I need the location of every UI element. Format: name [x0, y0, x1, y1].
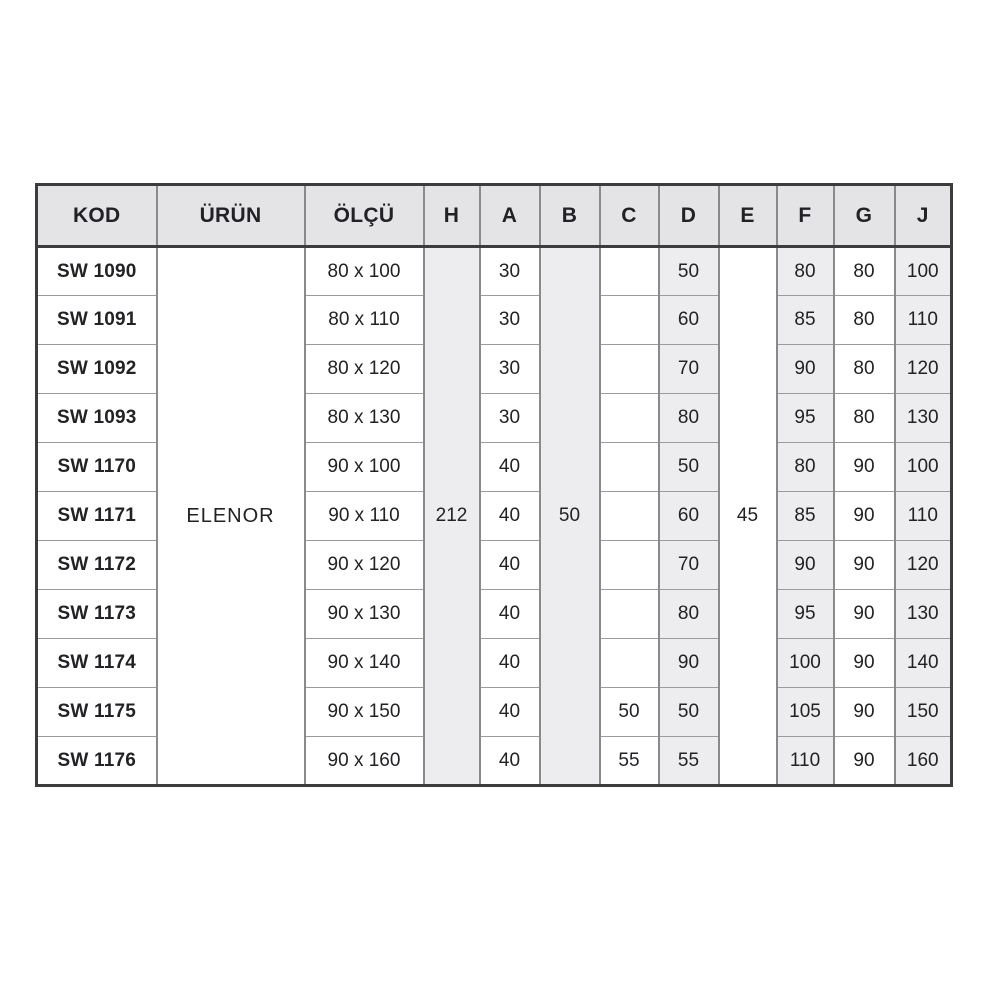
column-header-b: B [540, 185, 600, 247]
cell-kod: SW 1176 [37, 737, 157, 786]
cell-d: 70 [659, 345, 719, 394]
cell-olcu: 90 x 160 [305, 737, 424, 786]
cell-j: 160 [895, 737, 952, 786]
cell-c: 50 [600, 688, 659, 737]
cell-c [600, 541, 659, 590]
cell-j: 110 [895, 492, 952, 541]
cell-kod: SW 1091 [37, 296, 157, 345]
cell-g: 90 [834, 737, 895, 786]
cell-kod: SW 1171 [37, 492, 157, 541]
column-header-j: J [895, 185, 952, 247]
cell-e: 45 [719, 247, 777, 786]
header-row [37, 185, 952, 247]
cell-olcu: 90 x 120 [305, 541, 424, 590]
cell-d: 80 [659, 590, 719, 639]
cell-a: 40 [480, 590, 540, 639]
cell-g: 90 [834, 590, 895, 639]
cell-kod: SW 1172 [37, 541, 157, 590]
cell-d: 50 [659, 247, 719, 296]
cell-kod: SW 1170 [37, 443, 157, 492]
cell-g: 80 [834, 247, 895, 296]
cell-d: 60 [659, 492, 719, 541]
cell-b: 50 [540, 247, 600, 786]
cell-j: 110 [895, 296, 952, 345]
cell-d: 50 [659, 688, 719, 737]
cell-j: 130 [895, 590, 952, 639]
column-header-d: D [659, 185, 719, 247]
cell-a: 40 [480, 541, 540, 590]
cell-c [600, 247, 659, 296]
cell-f: 105 [777, 688, 834, 737]
cell-d: 70 [659, 541, 719, 590]
cell-a: 40 [480, 443, 540, 492]
cell-j: 150 [895, 688, 952, 737]
column-header-g: G [834, 185, 895, 247]
cell-a: 30 [480, 296, 540, 345]
cell-c [600, 345, 659, 394]
column-header-c: C [600, 185, 659, 247]
product-spec-table [35, 183, 953, 787]
column-header-kod: KOD [37, 185, 157, 247]
cell-g: 90 [834, 541, 895, 590]
cell-f: 80 [777, 247, 834, 296]
column-header-a: A [480, 185, 540, 247]
cell-c [600, 443, 659, 492]
column-header-urun: ÜRÜN [157, 185, 305, 247]
cell-g: 90 [834, 688, 895, 737]
cell-g: 80 [834, 394, 895, 443]
cell-kod: SW 1173 [37, 590, 157, 639]
cell-c [600, 590, 659, 639]
cell-f: 95 [777, 394, 834, 443]
cell-d: 50 [659, 443, 719, 492]
cell-j: 140 [895, 639, 952, 688]
cell-a: 40 [480, 639, 540, 688]
cell-olcu: 90 x 130 [305, 590, 424, 639]
cell-f: 80 [777, 443, 834, 492]
cell-d: 90 [659, 639, 719, 688]
cell-h: 212 [424, 247, 480, 786]
cell-j: 120 [895, 345, 952, 394]
column-header-olcu: ÖLÇÜ [305, 185, 424, 247]
cell-f: 85 [777, 296, 834, 345]
cell-f: 90 [777, 345, 834, 394]
cell-j: 100 [895, 443, 952, 492]
cell-olcu: 80 x 110 [305, 296, 424, 345]
cell-olcu: 90 x 100 [305, 443, 424, 492]
cell-f: 85 [777, 492, 834, 541]
cell-olcu: 90 x 140 [305, 639, 424, 688]
cell-a: 30 [480, 394, 540, 443]
cell-kod: SW 1090 [37, 247, 157, 296]
cell-kod: SW 1174 [37, 639, 157, 688]
cell-f: 110 [777, 737, 834, 786]
cell-f: 100 [777, 639, 834, 688]
cell-a: 30 [480, 247, 540, 296]
cell-a: 40 [480, 492, 540, 541]
column-header-f: F [777, 185, 834, 247]
cell-c [600, 296, 659, 345]
cell-d: 80 [659, 394, 719, 443]
cell-j: 100 [895, 247, 952, 296]
cell-a: 40 [480, 688, 540, 737]
cell-olcu: 90 x 150 [305, 688, 424, 737]
cell-d: 55 [659, 737, 719, 786]
column-header-h: H [424, 185, 480, 247]
cell-g: 90 [834, 492, 895, 541]
cell-f: 95 [777, 590, 834, 639]
cell-olcu: 80 x 130 [305, 394, 424, 443]
table-row [37, 247, 952, 296]
cell-urun: ELENOR [157, 247, 305, 786]
cell-kod: SW 1175 [37, 688, 157, 737]
cell-a: 40 [480, 737, 540, 786]
cell-g: 80 [834, 345, 895, 394]
table-body [37, 247, 952, 786]
cell-kod: SW 1092 [37, 345, 157, 394]
cell-olcu: 80 x 100 [305, 247, 424, 296]
cell-g: 90 [834, 639, 895, 688]
cell-c [600, 639, 659, 688]
cell-j: 120 [895, 541, 952, 590]
cell-kod: SW 1093 [37, 394, 157, 443]
cell-d: 60 [659, 296, 719, 345]
cell-olcu: 90 x 110 [305, 492, 424, 541]
cell-olcu: 80 x 120 [305, 345, 424, 394]
cell-f: 90 [777, 541, 834, 590]
column-header-e: E [719, 185, 777, 247]
cell-c: 55 [600, 737, 659, 786]
cell-a: 30 [480, 345, 540, 394]
cell-c [600, 492, 659, 541]
cell-g: 90 [834, 443, 895, 492]
cell-c [600, 394, 659, 443]
cell-j: 130 [895, 394, 952, 443]
cell-g: 80 [834, 296, 895, 345]
